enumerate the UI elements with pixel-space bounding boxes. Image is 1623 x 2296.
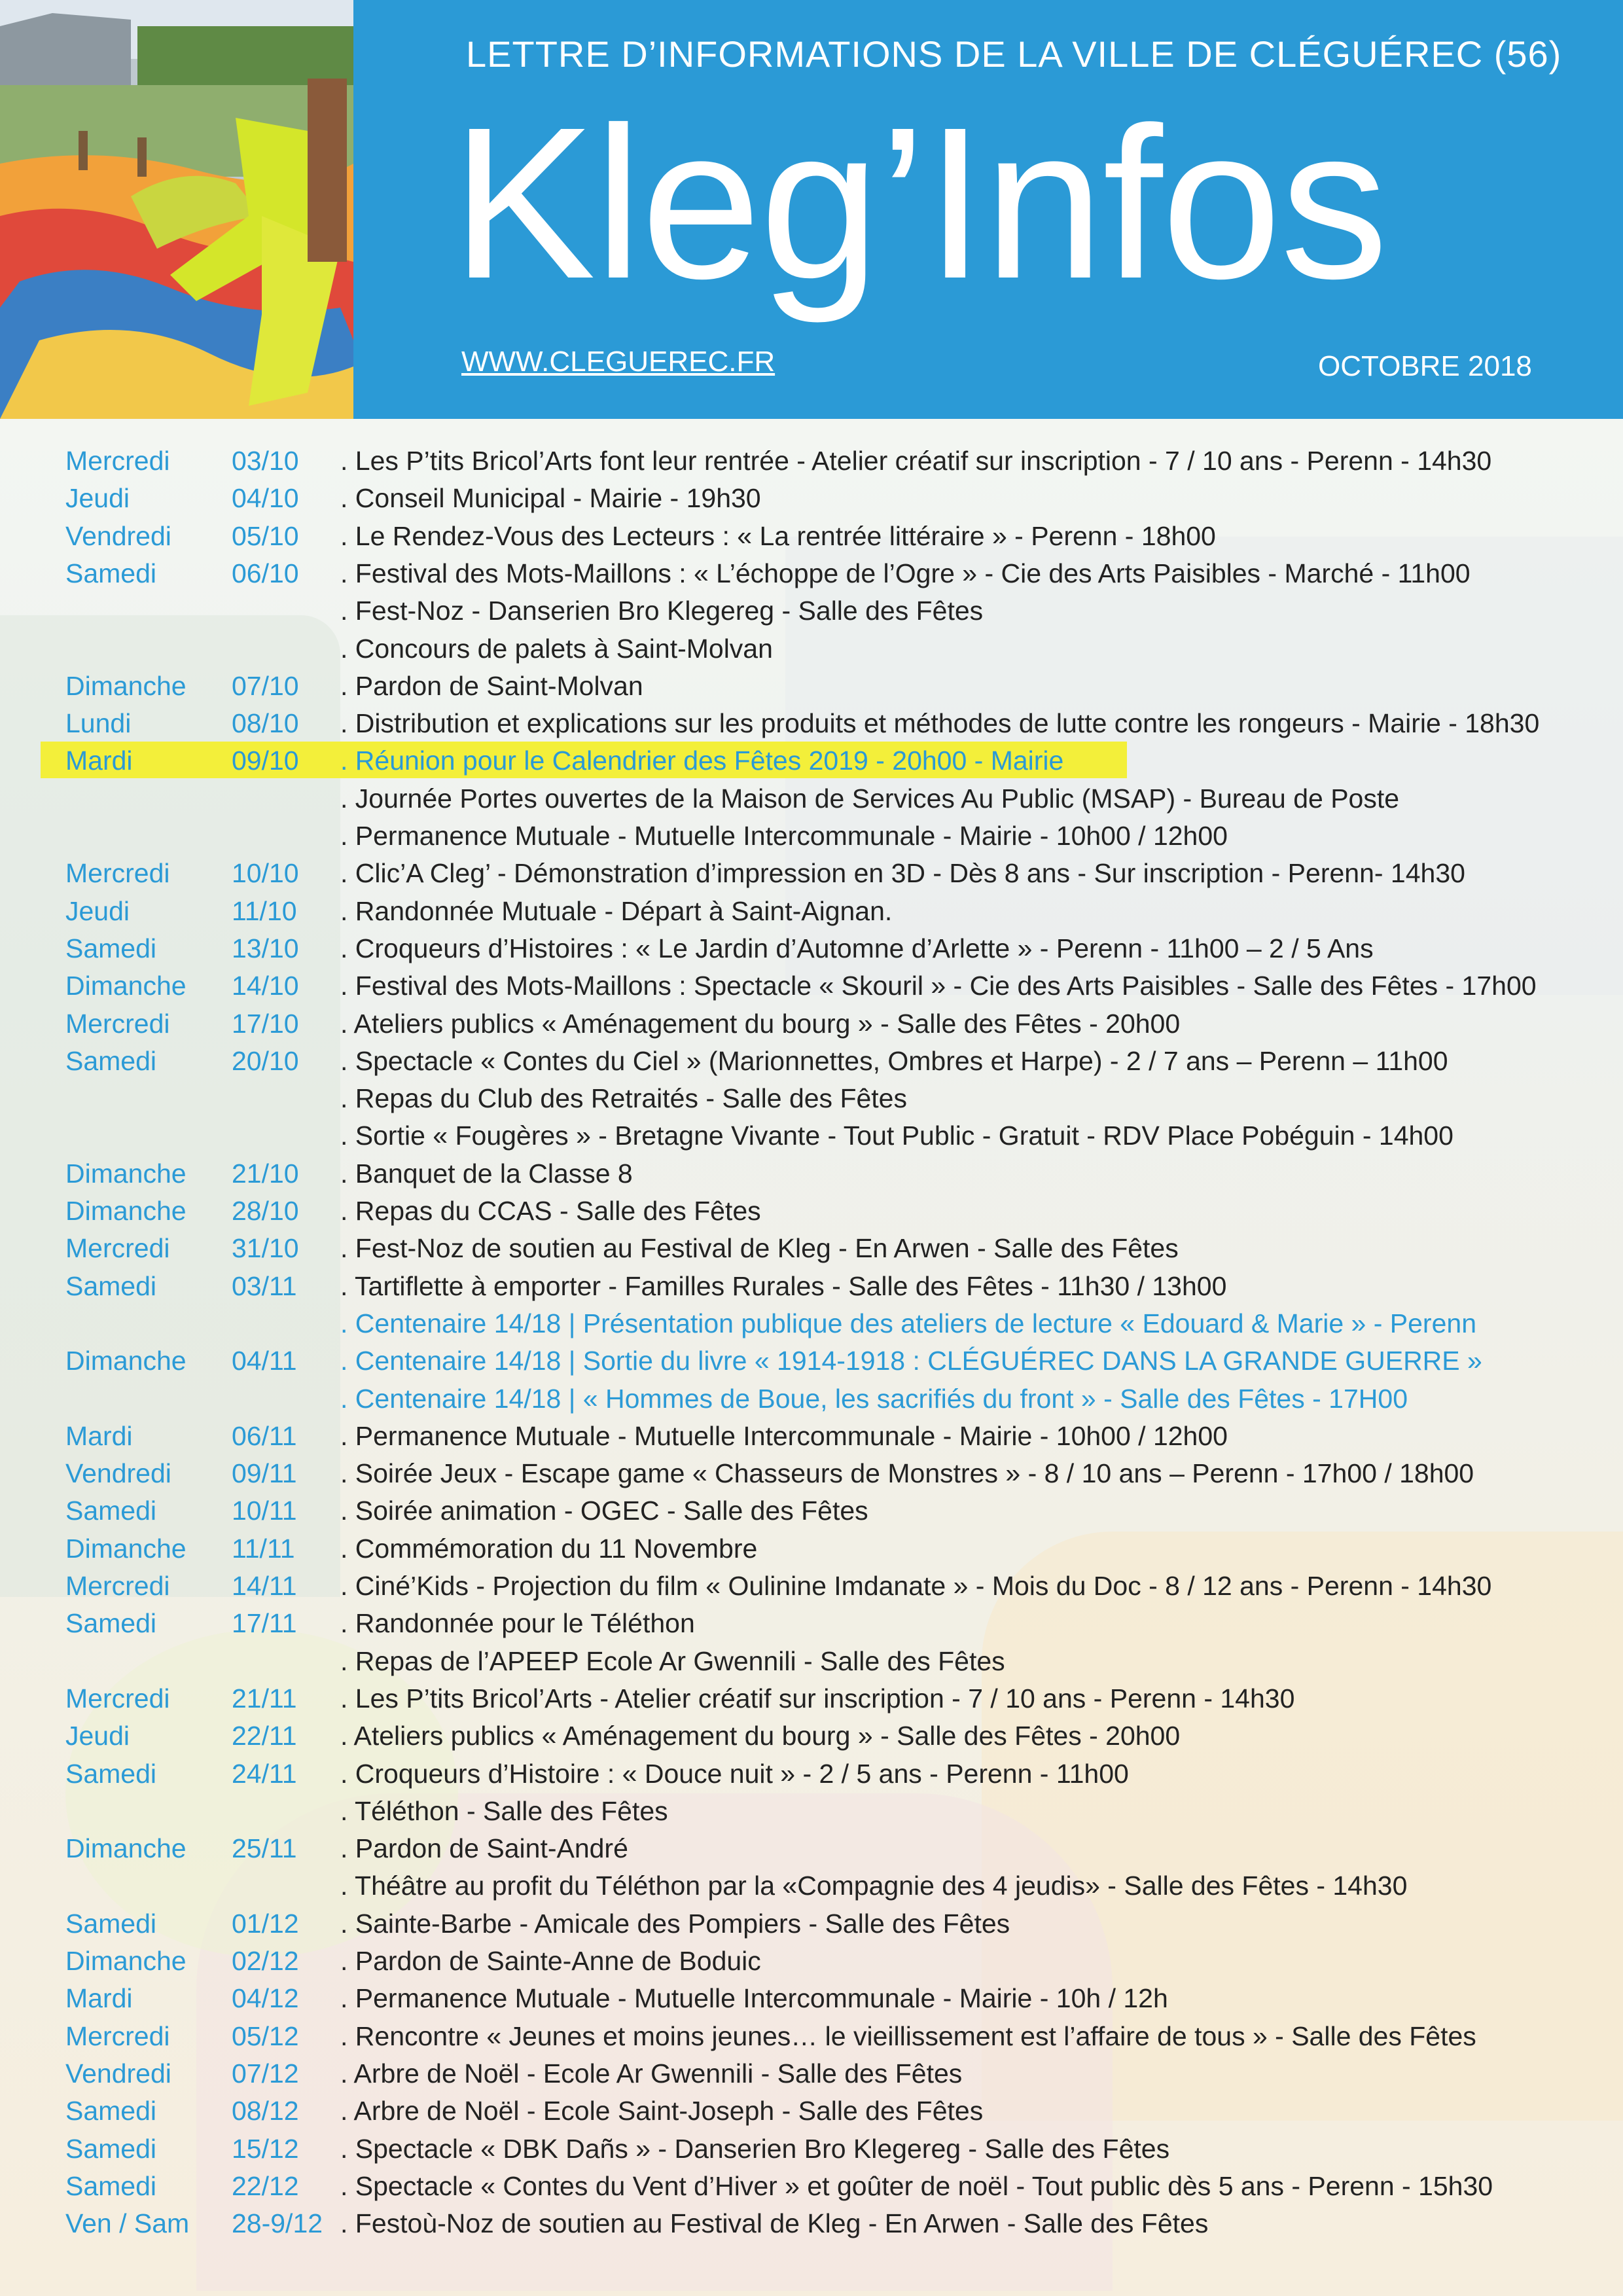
event-description: . Journée Portes ouvertes de la Maison de Services Au Public (MSAP) - Bureau de Poste bbox=[340, 783, 1400, 814]
event-description: . Les P’tits Bricol’Arts font leur rentrée - Atelier créatif sur inscription - 7 / 10 ans - Perenn - 14h30 bbox=[340, 446, 1492, 476]
event-description: . Concours de palets à Saint-Molvan bbox=[340, 633, 773, 664]
event-day: Samedi bbox=[65, 1908, 157, 1939]
event-date: 28/10 bbox=[232, 1196, 299, 1226]
event-description: . Festoù-Noz de soutien au Festival de Kleg - En Arwen - Salle des Fêtes bbox=[340, 2208, 1209, 2239]
event-description: . Permanence Mutuale - Mutuelle Intercommunale - Mairie - 10h00 / 12h00 bbox=[340, 1420, 1228, 1451]
event-day: Samedi bbox=[65, 1496, 157, 1526]
event-description: . Banquet de la Classe 8 bbox=[340, 1158, 633, 1189]
event-description: . Repas de l’APEEP Ecole Ar Gwennili - Salle des Fêtes bbox=[340, 1645, 1005, 1676]
event-description: . Ateliers publics « Aménagement du bourg » - Salle des Fêtes - 20h00 bbox=[340, 1008, 1181, 1039]
event-description: . Festival des Mots-Maillons : Spectacle « Skouril » - Cie des Arts Paisibles - Salle des Fêtes - 17h00 bbox=[340, 971, 1537, 1001]
event-date: 21/10 bbox=[232, 1158, 299, 1189]
event-date: 05/10 bbox=[232, 520, 299, 551]
event-description: . Téléthon - Salle des Fêtes bbox=[340, 1795, 668, 1826]
event-description: . Les P’tits Bricol’Arts - Atelier créatif sur inscription - 7 / 10 ans - Perenn - 14h30 bbox=[340, 1683, 1295, 1713]
event-day: Mardi bbox=[65, 1420, 133, 1451]
event-day: Dimanche bbox=[65, 1196, 187, 1226]
event-day: Mercredi bbox=[65, 1571, 170, 1601]
event-day: Samedi bbox=[65, 1608, 157, 1639]
event-date: 07/12 bbox=[232, 2058, 299, 2089]
event-description: . Fest-Noz de soutien au Festival de Kleg - En Arwen - Salle des Fêtes bbox=[340, 1233, 1179, 1264]
event-description: . Clic’A Cleg’ - Démonstration d’impression en 3D - Dès 8 ans - Sur inscription - Perenn- 14h30 bbox=[340, 858, 1465, 889]
event-date: 13/10 bbox=[232, 933, 299, 963]
newsletter-title: Kleg’Infos bbox=[452, 82, 1387, 323]
event-date: 17/10 bbox=[232, 1008, 299, 1039]
event-day: Mercredi bbox=[65, 1008, 170, 1039]
event-description: . Spectacle « Contes du Ciel » (Marionnettes, Ombres et Harpe) - 2 / 7 ans – Perenn – 11h00 bbox=[340, 1045, 1448, 1076]
event-date: 08/10 bbox=[232, 708, 299, 739]
event-day: Dimanche bbox=[65, 1533, 187, 1564]
event-description: . Ciné’Kids - Projection du film « Oulinine Imdanate » - Mois du Doc - 8 / 12 ans - Perenn - 14h30 bbox=[340, 1571, 1492, 1601]
event-description: . Repas du CCAS - Salle des Fêtes bbox=[340, 1196, 761, 1226]
event-description: . Commémoration du 11 Novembre bbox=[340, 1533, 758, 1564]
event-description: . Distribution et explications sur les produits et méthodes de lutte contre les rongeurs - Mairie - 18h30 bbox=[340, 708, 1540, 739]
event-date: 08/12 bbox=[232, 2096, 299, 2126]
event-day: Dimanche bbox=[65, 1946, 187, 1976]
event-date: 07/10 bbox=[232, 670, 299, 701]
event-description: . Randonnée Mutuale - Départ à Saint-Aignan. bbox=[340, 895, 893, 926]
event-day: Samedi bbox=[65, 558, 157, 588]
event-date: 11/11 bbox=[232, 1533, 295, 1564]
masthead bbox=[0, 0, 1623, 419]
event-description: . Pardon de Saint-André bbox=[340, 1833, 628, 1864]
event-date: 15/12 bbox=[232, 2133, 299, 2164]
newsletter-subtitle: LETTRE D’INFORMATIONS DE LA VILLE DE CLÉGUÉREC (56) bbox=[466, 33, 1562, 75]
event-date: 10/10 bbox=[232, 858, 299, 889]
event-day: Vendredi bbox=[65, 2058, 171, 2089]
event-description: . Croqueurs d’Histoire : « Douce nuit » - 2 / 5 ans - Perenn - 11h00 bbox=[340, 1758, 1129, 1789]
event-day: Jeudi bbox=[65, 1721, 130, 1751]
event-description: . Sainte-Barbe - Amicale des Pompiers - Salle des Fêtes bbox=[340, 1908, 1010, 1939]
event-day: Samedi bbox=[65, 2096, 157, 2126]
event-day: Samedi bbox=[65, 1045, 157, 1076]
event-description: . Centenaire 14/18 | Sortie du livre « 1914-1918 : CLÉGUÉREC DANS LA GRANDE GUERRE » bbox=[340, 1346, 1482, 1376]
event-description: . Rencontre « Jeunes et moins jeunes… le vieillissement est l’affaire de tous » - Salle des Fêtes bbox=[340, 2020, 1476, 2051]
event-description: . Festival des Mots-Maillons : « L’échoppe de l’Ogre » - Cie des Arts Paisibles - Marché - 11h00 bbox=[340, 558, 1471, 588]
event-day: Mercredi bbox=[65, 1683, 170, 1713]
event-description: . Fest-Noz - Danserien Bro Klegereg - Salle des Fêtes bbox=[340, 596, 984, 626]
event-day: Jeudi bbox=[65, 483, 130, 514]
event-date: 02/12 bbox=[232, 1946, 299, 1976]
event-date: 04/11 bbox=[232, 1346, 297, 1376]
event-day: Mercredi bbox=[65, 2020, 170, 2051]
event-date: 09/11 bbox=[232, 1458, 297, 1489]
event-description: . Repas du Club des Retraités - Salle des Fêtes bbox=[340, 1083, 907, 1114]
event-description: . Spectacle « DBK Dañs » - Danserien Bro Klegereg - Salle des Fêtes bbox=[340, 2133, 1170, 2164]
website-link[interactable]: WWW.CLEGUEREC.FR bbox=[461, 346, 776, 378]
event-day: Dimanche bbox=[65, 1158, 187, 1189]
event-day: Jeudi bbox=[65, 895, 130, 926]
event-date: 04/10 bbox=[232, 483, 299, 514]
event-description: . Croqueurs d’Histoires : « Le Jardin d’Automne d’Arlette » - Perenn - 11h00 – 2 / 5 Ans bbox=[340, 933, 1374, 963]
event-date: 14/10 bbox=[232, 971, 299, 1001]
event-date: 04/12 bbox=[232, 1983, 299, 2014]
event-date: 25/11 bbox=[232, 1833, 297, 1864]
event-date: 14/11 bbox=[232, 1571, 297, 1601]
event-date: 11/10 bbox=[232, 895, 297, 926]
event-date: 22/11 bbox=[232, 1721, 297, 1751]
event-day: Samedi bbox=[65, 933, 157, 963]
event-description: . Réunion pour le Calendrier des Fêtes 2019 - 20h00 - Mairie bbox=[340, 745, 1064, 776]
event-description: . Théâtre au profit du Téléthon par la «Compagnie des 4 jeudis» - Salle des Fêtes - 14h30 bbox=[340, 1871, 1408, 1901]
event-day: Ven / Sam bbox=[65, 2208, 190, 2239]
event-description: . Permanence Mutuale - Mutuelle Intercommunale - Mairie - 10h / 12h bbox=[340, 1983, 1168, 2014]
event-date: 09/10 bbox=[232, 745, 299, 776]
event-description: . Arbre de Noël - Ecole Saint-Joseph - Salle des Fêtes bbox=[340, 2096, 984, 2126]
event-date: 03/11 bbox=[232, 1270, 297, 1301]
event-date: 28-9/12 bbox=[232, 2208, 323, 2239]
event-day: Vendredi bbox=[65, 520, 171, 551]
event-description: . Arbre de Noël - Ecole Ar Gwennili - Salle des Fêtes bbox=[340, 2058, 963, 2089]
event-day: Mercredi bbox=[65, 446, 170, 476]
event-day: Vendredi bbox=[65, 1458, 171, 1489]
event-day: Samedi bbox=[65, 2170, 157, 2201]
event-description: . Ateliers publics « Aménagement du bourg » - Salle des Fêtes - 20h00 bbox=[340, 1721, 1181, 1751]
event-date: 06/11 bbox=[232, 1420, 297, 1451]
event-day: Dimanche bbox=[65, 971, 187, 1001]
event-date: 01/12 bbox=[232, 1908, 299, 1939]
event-day: Lundi bbox=[65, 708, 132, 739]
event-day: Samedi bbox=[65, 1270, 157, 1301]
issue-date: OCTOBRE 2018 bbox=[1318, 350, 1532, 382]
event-date: 21/11 bbox=[232, 1683, 297, 1713]
event-day: Samedi bbox=[65, 1758, 157, 1789]
event-date: 24/11 bbox=[232, 1758, 297, 1789]
playground-photo bbox=[0, 0, 353, 419]
event-day: Mardi bbox=[65, 745, 133, 776]
event-description: . Permanence Mutuale - Mutuelle Intercommunale - Mairie - 10h00 / 12h00 bbox=[340, 821, 1228, 851]
event-day: Dimanche bbox=[65, 1346, 187, 1376]
event-date: 05/12 bbox=[232, 2020, 299, 2051]
event-date: 03/10 bbox=[232, 446, 299, 476]
event-description: . Centenaire 14/18 | « Hommes de Boue, les sacrifiés du front » - Salle des Fêtes - 17H00 bbox=[340, 1383, 1408, 1414]
event-day: Mardi bbox=[65, 1983, 133, 2014]
event-date: 31/10 bbox=[232, 1233, 299, 1264]
event-description: . Pardon de Saint-Molvan bbox=[340, 670, 643, 701]
event-description: . Tartiflette à emporter - Familles Rurales - Salle des Fêtes - 11h30 / 13h00 bbox=[340, 1270, 1227, 1301]
event-date: 22/12 bbox=[232, 2170, 299, 2201]
event-description: . Conseil Municipal - Mairie - 19h30 bbox=[340, 483, 761, 514]
event-description: . Pardon de Sainte-Anne de Boduic bbox=[340, 1946, 761, 1976]
event-day: Mercredi bbox=[65, 1233, 170, 1264]
event-date: 06/10 bbox=[232, 558, 299, 588]
event-description: . Spectacle « Contes du Vent d’Hiver » et goûter de noël - Tout public dès 5 ans - Perenn - 15h30 bbox=[340, 2170, 1493, 2201]
event-description: . Randonnée pour le Téléthon bbox=[340, 1608, 695, 1639]
event-date: 17/11 bbox=[232, 1608, 297, 1639]
event-description: . Sortie « Fougères » - Bretagne Vivante - Tout Public - Gratuit - RDV Place Pobéguin - 14h00 bbox=[340, 1121, 1454, 1151]
event-description: . Le Rendez-Vous des Lecteurs : « La rentrée littéraire » - Perenn - 18h00 bbox=[340, 520, 1216, 551]
event-date: 10/11 bbox=[232, 1496, 297, 1526]
event-day: Mercredi bbox=[65, 858, 170, 889]
event-day: Samedi bbox=[65, 2133, 157, 2164]
event-description: . Soirée Jeux - Escape game « Chasseurs de Monstres » - 8 / 10 ans – Perenn - 17h00 / 18h00 bbox=[340, 1458, 1474, 1489]
event-description: . Soirée animation - OGEC - Salle des Fêtes bbox=[340, 1496, 868, 1526]
event-date: 20/10 bbox=[232, 1045, 299, 1076]
event-description: . Centenaire 14/18 | Présentation publique des ateliers de lecture « Edouard & Marie » - Perenn bbox=[340, 1308, 1476, 1338]
event-day: Dimanche bbox=[65, 1833, 187, 1864]
event-day: Dimanche bbox=[65, 670, 187, 701]
